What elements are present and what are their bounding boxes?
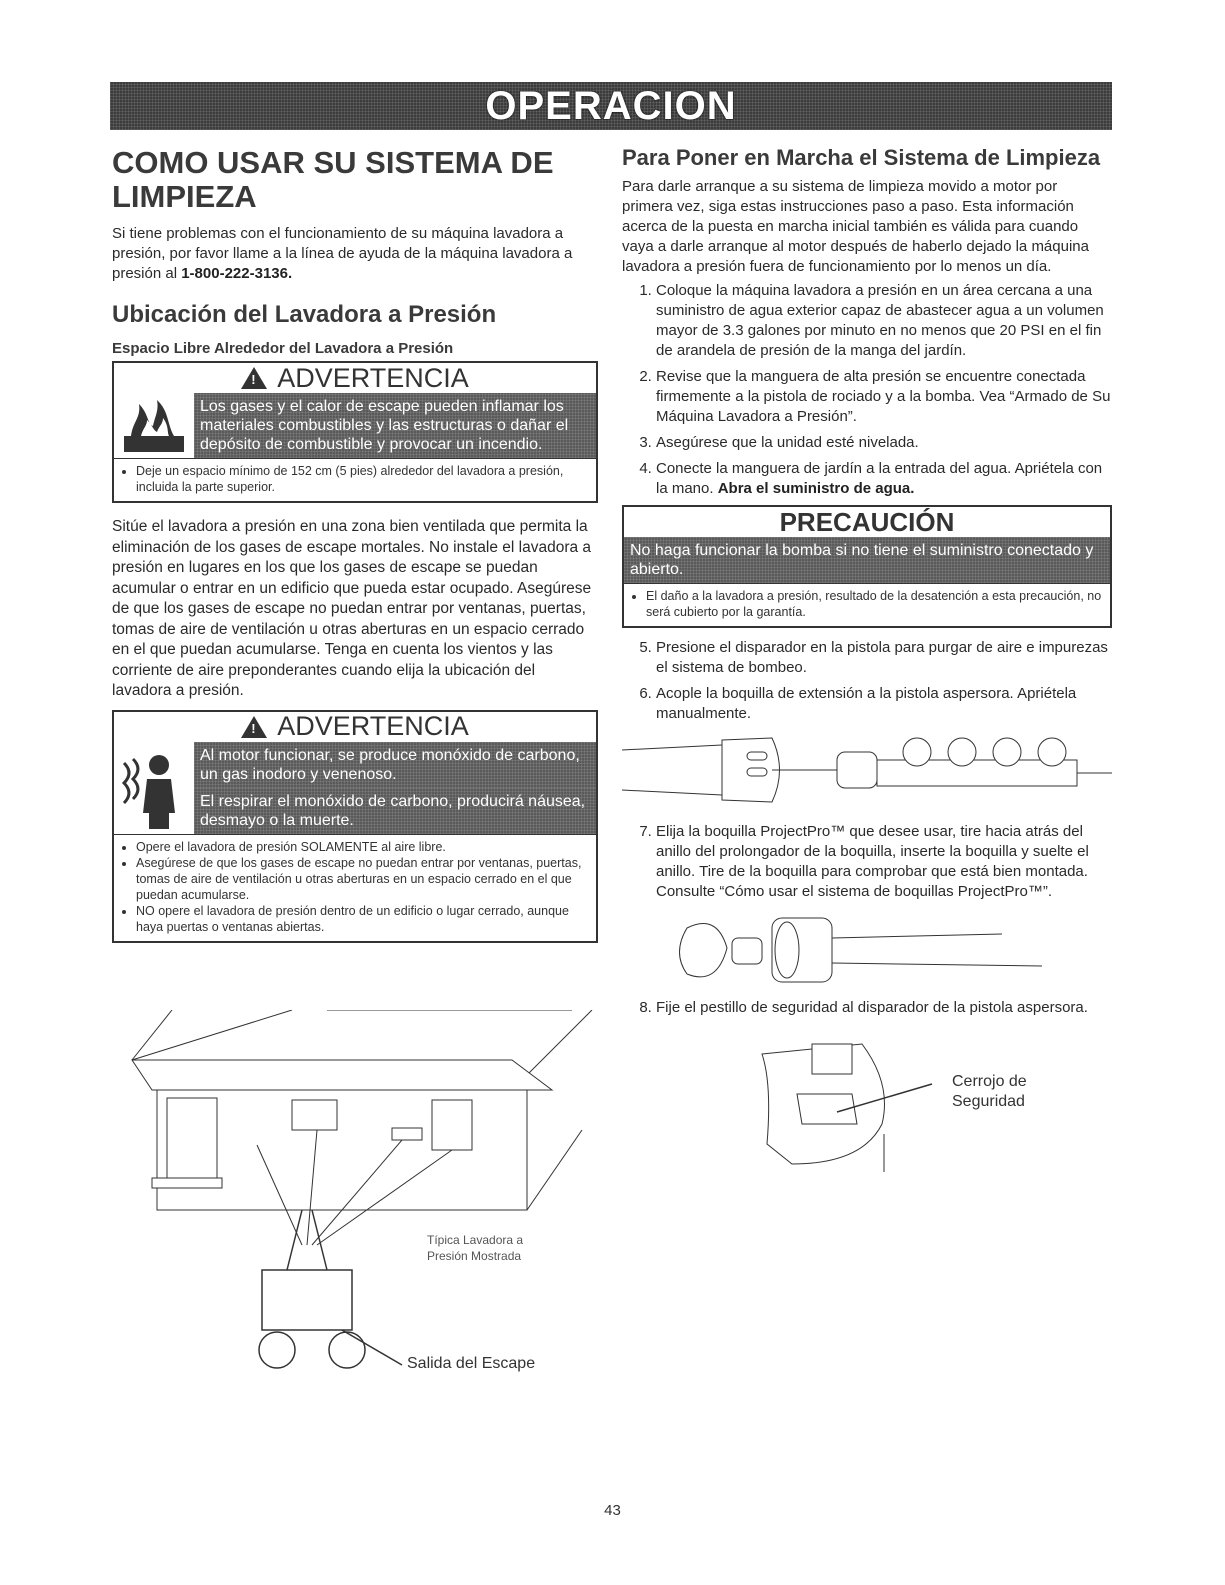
safety-latch-illustration (622, 1024, 1112, 1174)
list-item: • NO opere el lavadora de presión dentro de un edificio o lugar cerrado, aunque haya puertas o ventanas abiertas. (136, 903, 588, 935)
location-body: Sitúe el lavadora a presión en una zona bien ventilada que permita la eliminación de los gases de escape mortales. No instale el lavadora a presión en lugares en los que los gases de escape se puedan acumular o entrar en un edificio que pueda estar ocupado. Asegúrese de que los gases de escape no puedan entrar por ventanas, puertas, tomas de aire de ventilación u otras aberturas en un espacio cerrado en el que puedan acumularse. Tenga en cuenta los vientos y las corriente de aire preponderantes cuando elija la ubicación del lavadora a presión. (112, 518, 592, 699)
toxic-fumes-icon (114, 742, 194, 834)
startup-intro: Para darle arranque a su sistema de limpieza movido a motor por primera vez, siga estas instrucciones paso a paso. Esta información acerca de la puesta en marcha inicial también es válida para cuando vaya a darle arranque al motor después de haberlo dejado la máquina lavadora a presión fuera de funcionamiento por lo menos un día. (622, 178, 1089, 275)
list-item: 8. Fije el pestillo de seguridad al disparador de la pistola aspersora. (656, 998, 1112, 1018)
banner-title: OPERACION (485, 83, 737, 128)
section-banner (110, 82, 1112, 130)
figure-caption: Típica Lavadora a Presión Mostrada (427, 1233, 524, 1263)
exhaust-label: Salida del Escape (407, 1355, 536, 1372)
steps-list-d (622, 998, 1112, 1018)
warning-message: Los gases y el calor de escape pueden inflamar los materiales combustibles y las estructuras o dañar el depósito de combustible y provocar un incendio. (194, 393, 596, 458)
list-item: 2. Revise que la manguera de alta presión se encuentre conectada firmemente a la pistola de rociado y a la bomba. Vea “Armado de Su Máquina Lavadora a Presión”. (656, 367, 1112, 427)
warning-bullets (114, 834, 596, 941)
warning-message: Al motor funcionar, se produce monóxido de carbono, un gas inodoro y venenoso. (194, 742, 596, 788)
warning-message: El respirar el monóxido de carbono, producirá náusea, desmayo o la muerte. (194, 788, 596, 834)
fire-icon (114, 393, 194, 458)
extension-nozzle-illustration (622, 730, 1112, 818)
list-item: • Opere el lavadora de presión SOLAMENTE al aire libre. (136, 839, 588, 855)
list-item: • El daño a la lavadora a presión, resultado de la desatención a esta precaución, no será cubierto por la garantía. (646, 588, 1102, 620)
list-item: 3. Asegúrese que la unidad esté nivelada. (656, 433, 1112, 453)
caution-title: PRECAUCIÓN (779, 506, 955, 537)
steps-list-b (622, 638, 1112, 724)
house-clearance-illustration (112, 1010, 598, 1400)
list-item: 5. Presione el disparador en la pistola para purgar de aire e impurezas el sistema de bombeo. (656, 638, 1112, 678)
left-intro: Si tiene problemas con el funcionamiento de su máquina lavadora a presión, por favor llame a la línea de ayuda de la máquina lavadora a presión al 1-800-222-3136. (112, 225, 573, 282)
steps-list-c (622, 822, 1112, 902)
list-item: 6. Acople la boquilla de extensión a la pistola aspersora. Apriétela manualmente. (656, 684, 1112, 724)
list-item: • Deje un espacio mínimo de 152 cm (5 pies) alrededor del lavadora a presión, incluida la parte superior. (136, 463, 588, 495)
warning-triangle-icon (241, 367, 267, 389)
list-item: • Asegúrese de que los gases de escape no puedan entrar por ventanas, puertas, tomas de aire de ventilación u otras aberturas en un espacio cerrado en el que puedan acumularse. (136, 855, 588, 903)
caution-box (622, 505, 1112, 628)
warning-triangle-icon (241, 716, 267, 738)
nozzle-insert-illustration (622, 908, 1112, 994)
startup-heading: Para Poner en Marcha el Sistema de Limpieza (622, 145, 1101, 170)
list-item: 1. Coloque la máquina lavadora a presión en un área cercana a una suministro de agua exterior capaz de abastecer agua a un volumen mayor de 3.3 galones por minuto en no menos que 20 PSI en el fin de arandela de presión de la manga del jardín. (656, 281, 1112, 361)
list-item: 7. Elija la boquilla ProjectPro™ que desee usar, tire hacia atrás del anillo del prolongador de la boquilla, inserte la boquilla y suelte el anillo. Tire de la boquilla para comprobar que está bien montada. Consulte “Cómo usar el sistema de boquillas ProjectPro™”. (656, 822, 1112, 902)
steps-list-a (622, 281, 1112, 499)
safety-latch-label: Cerrojo de Seguridad (952, 1073, 1027, 1110)
list-item: 4. Conecte la manguera de jardín a la entrada del agua. Apriételа con la mano. Abra el suministro de agua. (656, 459, 1112, 499)
location-heading: Ubicación del Lavadora a Presión (112, 301, 497, 328)
caution-message: No haga funcionar la bomba si no tiene el suministro conectado y abierto. (624, 537, 1110, 583)
right-column (622, 146, 1112, 1174)
warning-title: ! ADVERTENCIA (114, 712, 596, 742)
page-number: 43 (604, 1502, 621, 1519)
warning-bullets (114, 458, 596, 501)
warning-box-co (112, 710, 598, 943)
house-drawing (112, 1010, 598, 1400)
warning-title: ! ADVERTENCIA (114, 363, 596, 393)
left-column (112, 146, 598, 943)
caution-bullets (624, 583, 1110, 626)
helpline-phone: 1-800-222-3136. (181, 265, 293, 282)
clearance-heading: Espacio Libre Alrededor del Lavadora a Presión (112, 340, 454, 357)
warning-box-fire (112, 361, 598, 503)
left-title: COMO USAR SU SISTEMA DE LIMPIEZA (112, 145, 554, 214)
